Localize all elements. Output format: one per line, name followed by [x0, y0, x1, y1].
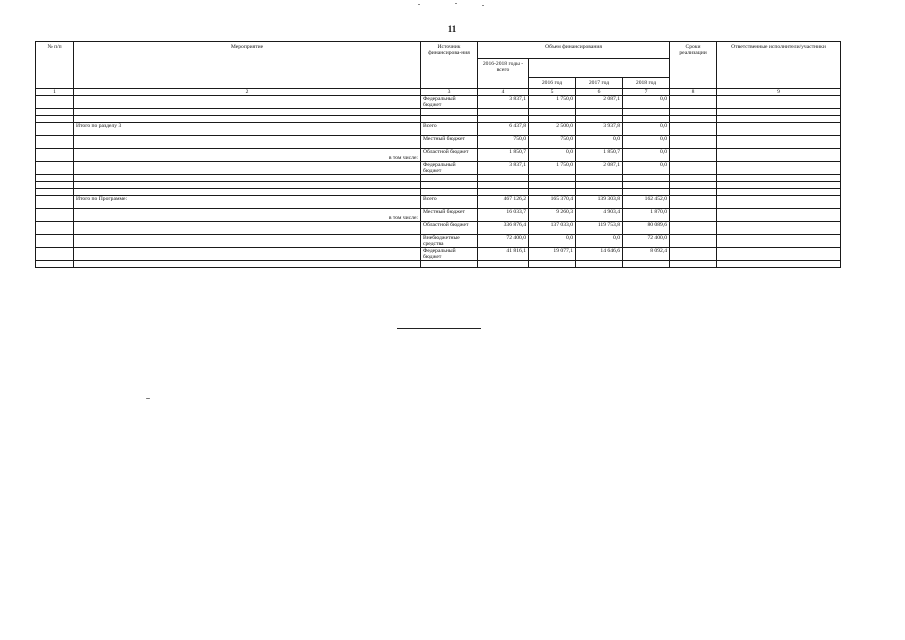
empty-cell: [421, 189, 478, 196]
empty-cell: [623, 109, 670, 116]
table-row: [36, 222, 841, 235]
row-2017-cell: 2 087,1: [576, 162, 623, 175]
index-cell: 9: [717, 89, 841, 96]
row-2016-cell: 9 260,3: [529, 209, 576, 222]
index-cell: 4: [478, 89, 529, 96]
row-source-cell: Всего: [421, 123, 478, 136]
empty-cell: [623, 261, 670, 268]
row-event-cell: [74, 222, 421, 235]
empty-cell: [670, 116, 717, 123]
table-row: [36, 162, 841, 175]
row-2017-cell: 14 646,6: [576, 248, 623, 261]
index-row: [36, 89, 841, 96]
empty-row: [36, 189, 841, 196]
empty-row: [36, 261, 841, 268]
empty-cell: [529, 109, 576, 116]
row-2018-cell: 0,0: [623, 162, 670, 175]
empty-cell: [478, 189, 529, 196]
row-number-cell: [36, 222, 74, 235]
row-2018-cell: 0,0: [623, 136, 670, 149]
row-2016-cell: 0,0: [529, 149, 576, 162]
row-terms-cell: [670, 149, 717, 162]
row-2018-cell: 72 400,0: [623, 235, 670, 248]
row-total-cell: 16 033,7: [478, 209, 529, 222]
row-source-cell: Всего: [421, 196, 478, 209]
table-body: [36, 89, 841, 268]
empty-cell: [717, 175, 841, 182]
empty-cell: [421, 175, 478, 182]
row-terms-cell: [670, 222, 717, 235]
row-number-cell: [36, 248, 74, 261]
row-total-cell: 467 126,2: [478, 196, 529, 209]
row-2017-cell: 119 753,8: [576, 222, 623, 235]
row-prefix-cell: в том числе:: [74, 149, 421, 162]
row-terms-cell: [670, 96, 717, 109]
separator-line: [397, 328, 481, 329]
empty-cell: [478, 109, 529, 116]
row-total-cell: 336 876,4: [478, 222, 529, 235]
row-event-cell: [74, 248, 421, 261]
row-event-cell: [74, 235, 421, 248]
table-row: [36, 149, 841, 162]
header-2017: 2017 год: [576, 78, 623, 89]
index-cell: 3: [421, 89, 478, 96]
row-2016-cell: 1 750,0: [529, 96, 576, 109]
scan-speck: [146, 398, 150, 399]
scan-speck: [418, 4, 420, 5]
row-event-cell: [74, 162, 421, 175]
row-2016-cell: 0,0: [529, 235, 576, 248]
row-number-cell: [36, 196, 74, 209]
index-cell: 6: [576, 89, 623, 96]
row-responsible-cell: [717, 248, 841, 261]
page-number: 11: [447, 24, 457, 34]
header-2016: 2016 год: [529, 78, 576, 89]
row-number-cell: [36, 96, 74, 109]
row-2016-cell: 750,0: [529, 136, 576, 149]
empty-cell: [421, 261, 478, 268]
row-2016-cell: 137 033,0: [529, 222, 576, 235]
row-total-cell: 3 837,1: [478, 96, 529, 109]
header-num: № п/п: [36, 42, 74, 89]
empty-cell: [529, 261, 576, 268]
row-2018-cell: 162 452,0: [623, 196, 670, 209]
header-terms: Сроки реализации: [670, 42, 717, 89]
table-row: [36, 196, 841, 209]
row-2017-cell: 0,0: [576, 235, 623, 248]
header-years-group: [529, 59, 670, 78]
table-header: [36, 42, 841, 89]
table-row: [36, 235, 841, 248]
table-row: [36, 248, 841, 261]
empty-cell: [74, 182, 421, 189]
header-event: Мероприятие: [74, 42, 421, 89]
row-2018-cell: 0,0: [623, 149, 670, 162]
row-event-cell: [74, 96, 421, 109]
row-event-cell: [74, 136, 421, 149]
row-responsible-cell: [717, 149, 841, 162]
empty-cell: [670, 261, 717, 268]
row-responsible-cell: [717, 209, 841, 222]
row-2018-cell: 0,0: [623, 96, 670, 109]
empty-cell: [74, 116, 421, 123]
row-source-cell: Областной бюджет: [421, 149, 478, 162]
row-responsible-cell: [717, 136, 841, 149]
table-row: [36, 123, 841, 136]
row-2017-cell: 3 937,8: [576, 123, 623, 136]
row-2016-cell: 19 077,1: [529, 248, 576, 261]
header-2018: 2018 год: [623, 78, 670, 89]
financing-table: [35, 41, 841, 268]
row-label-cell: Итого по разделу 3: [74, 123, 421, 136]
row-source-cell: Внебюджетные средства: [421, 235, 478, 248]
index-cell: 5: [529, 89, 576, 96]
row-2017-cell: 4 903,4: [576, 209, 623, 222]
empty-cell: [623, 175, 670, 182]
row-total-cell: 72 400,0: [478, 235, 529, 248]
empty-cell: [36, 116, 74, 123]
empty-cell: [529, 116, 576, 123]
row-number-cell: [36, 235, 74, 248]
empty-cell: [421, 109, 478, 116]
empty-cell: [478, 175, 529, 182]
row-source-cell: Областной бюджет: [421, 222, 478, 235]
empty-cell: [74, 189, 421, 196]
empty-cell: [576, 175, 623, 182]
row-2016-cell: 165 370,4: [529, 196, 576, 209]
row-total-cell: 6 437,8: [478, 123, 529, 136]
empty-row: [36, 109, 841, 116]
index-cell: 1: [36, 89, 74, 96]
empty-row: [36, 116, 841, 123]
index-cell: 2: [74, 89, 421, 96]
row-2018-cell: 1 870,0: [623, 209, 670, 222]
empty-row: [36, 182, 841, 189]
empty-cell: [670, 182, 717, 189]
row-terms-cell: [670, 136, 717, 149]
row-source-cell: Федеральный бюджет: [421, 162, 478, 175]
row-source-cell: Местный бюджет: [421, 209, 478, 222]
row-number-cell: [36, 136, 74, 149]
empty-cell: [717, 116, 841, 123]
row-terms-cell: [670, 123, 717, 136]
row-responsible-cell: [717, 196, 841, 209]
empty-cell: [36, 189, 74, 196]
empty-cell: [36, 109, 74, 116]
row-terms-cell: [670, 209, 717, 222]
empty-cell: [717, 182, 841, 189]
empty-cell: [576, 189, 623, 196]
header-volume: Объем финансирования: [478, 42, 670, 59]
empty-cell: [421, 182, 478, 189]
empty-cell: [623, 116, 670, 123]
empty-cell: [478, 261, 529, 268]
row-terms-cell: [670, 248, 717, 261]
table-row: [36, 209, 841, 222]
row-number-cell: [36, 123, 74, 136]
row-total-cell: 3 837,1: [478, 162, 529, 175]
row-2017-cell: 139 303,8: [576, 196, 623, 209]
row-responsible-cell: [717, 222, 841, 235]
scan-speck: [482, 5, 484, 6]
row-source-cell: Федеральный бюджет: [421, 96, 478, 109]
empty-cell: [529, 189, 576, 196]
header-source: Источник финансирова-ния: [421, 42, 478, 89]
empty-cell: [74, 175, 421, 182]
empty-cell: [478, 182, 529, 189]
row-2017-cell: 1 850,7: [576, 149, 623, 162]
row-responsible-cell: [717, 162, 841, 175]
scan-speck: [455, 3, 457, 4]
empty-cell: [529, 175, 576, 182]
row-2017-cell: 0,0: [576, 136, 623, 149]
empty-cell: [576, 261, 623, 268]
empty-cell: [717, 189, 841, 196]
row-terms-cell: [670, 162, 717, 175]
row-source-cell: Федеральный бюджет: [421, 248, 478, 261]
empty-cell: [421, 116, 478, 123]
empty-cell: [670, 175, 717, 182]
header-responsible: Ответственные исполнители/участники: [717, 42, 841, 89]
index-cell: 7: [623, 89, 670, 96]
empty-row: [36, 175, 841, 182]
row-terms-cell: [670, 235, 717, 248]
empty-cell: [478, 116, 529, 123]
row-total-cell: 750,0: [478, 136, 529, 149]
empty-cell: [623, 189, 670, 196]
row-label-cell: Итого по Программе:: [74, 196, 421, 209]
header-total: 2016-2018 годы - всего: [478, 59, 529, 89]
row-number-cell: [36, 149, 74, 162]
row-terms-cell: [670, 196, 717, 209]
row-responsible-cell: [717, 123, 841, 136]
row-prefix-cell: в том числе:: [74, 209, 421, 222]
row-responsible-cell: [717, 235, 841, 248]
row-responsible-cell: [717, 96, 841, 109]
empty-cell: [576, 182, 623, 189]
table-row: [36, 136, 841, 149]
empty-cell: [36, 182, 74, 189]
row-2016-cell: 1 750,0: [529, 162, 576, 175]
row-2018-cell: 8 092,4: [623, 248, 670, 261]
empty-cell: [74, 261, 421, 268]
empty-cell: [36, 261, 74, 268]
row-2018-cell: 80 089,6: [623, 222, 670, 235]
row-number-cell: [36, 162, 74, 175]
row-2017-cell: 2 087,1: [576, 96, 623, 109]
empty-cell: [623, 182, 670, 189]
empty-cell: [576, 116, 623, 123]
row-total-cell: 1 850,7: [478, 149, 529, 162]
row-2018-cell: 0,0: [623, 123, 670, 136]
empty-cell: [670, 109, 717, 116]
empty-cell: [576, 109, 623, 116]
row-number-cell: [36, 209, 74, 222]
empty-cell: [74, 109, 421, 116]
index-cell: 8: [670, 89, 717, 96]
empty-cell: [717, 261, 841, 268]
table-row: [36, 96, 841, 109]
empty-cell: [670, 189, 717, 196]
empty-cell: [529, 182, 576, 189]
empty-cell: [717, 109, 841, 116]
row-total-cell: 41 816,1: [478, 248, 529, 261]
row-source-cell: Местный бюджет: [421, 136, 478, 149]
row-2016-cell: 2 500,0: [529, 123, 576, 136]
empty-cell: [36, 175, 74, 182]
